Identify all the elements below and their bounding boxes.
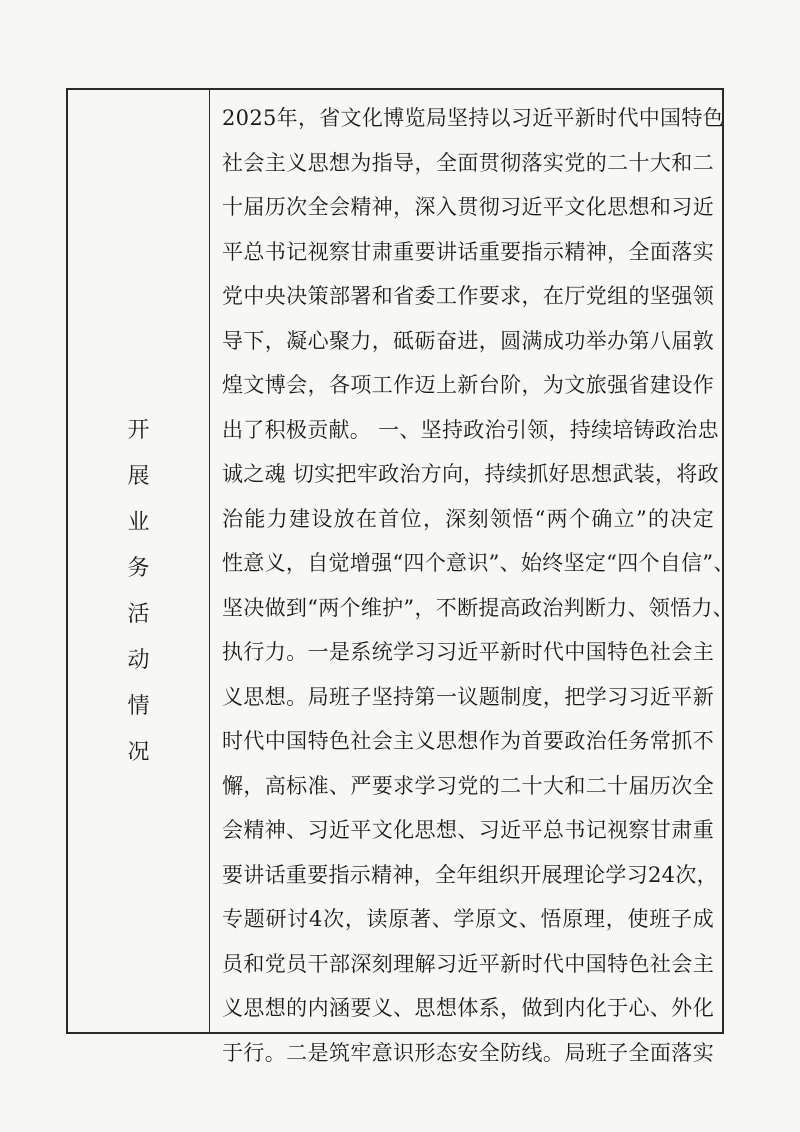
activity-table [66,88,735,1065]
text-line: 时代中国特色社会主义思想作为首要政治任务常抓不 [222,729,714,753]
row-label-char: 展 [127,464,150,489]
text-line: 治能力建设放在首位，深刻领悟“两个确立”的决定 [222,506,714,531]
text-line: 平总书记视察甘肃重要讲话重要指示精神，全面落实 [222,239,714,264]
text-line: 导下，凝心聚力，砥砺奋进，圆满成功举办第八届敦 [222,328,714,353]
text-line: 义思想的内涵要义、思想体系，做到内化于心、外化 [222,996,714,1020]
row-label-char: 业 [127,510,150,535]
row-label-char: 活 [127,602,150,627]
text-line: 出了积极贡献。 一、坚持政治引领，持续培铸政治忠 [222,417,719,442]
content-cell [210,90,735,1065]
text-line: 于行。二是筑牢意识形态安全防线。局班子全面落实 [222,1040,714,1065]
row-label [68,408,209,776]
row-label-char: 动 [127,648,150,673]
row-label-char: 情 [127,694,150,719]
text-line: 党中央决策部署和省委工作要求，在厅党组的坚强领 [222,284,714,308]
row-label-char: 况 [127,740,150,765]
text-line: 2025年，省文化博览局坚持以习近平新时代中国特色 [222,106,724,130]
text-line: 性意义，自觉增强“四个意识”、始终坚定“四个自信”、 [222,551,735,575]
text-line: 专题研讨4次，读原著、学原文、悟原理，使班子成 [222,907,714,931]
text-line: 要讲话重要指示精神，全年组织开展理论学习24次， [222,862,718,887]
text-line: 执行力。一是系统学习习近平新时代中国特色社会主 [222,640,714,664]
text-line: 十届历次全会精神，深入贯彻习近平文化思想和习近 [222,195,714,219]
text-line: 会精神、习近平文化思想、习近平总书记视察甘肃重 [222,818,714,842]
text-line: 懈，高标准、严要求学习党的二十大和二十届历次全 [222,773,714,798]
text-line: 员和党员干部深刻理解习近平新时代中国特色社会主 [222,951,714,976]
text-line: 坚决做到“两个维护”，不断提高政治判断力、领悟力、 [222,595,734,620]
row-label-char: 开 [127,418,150,443]
row-label-cell [68,90,210,1032]
text-line: 义思想。局班子坚持第一议题制度，把学习习近平新 [222,684,714,709]
body-paragraph [222,96,735,1075]
row-label-char: 务 [127,556,150,581]
text-line: 社会主义思想为指导，全面贯彻落实党的二十大和二 [222,150,714,175]
text-line: 煌文博会，各项工作迈上新台阶，为文旅强省建设作 [222,373,714,397]
text-line: 诚之魂 切实把牢政治方向，持续抓好思想武装，将政 [222,462,719,486]
